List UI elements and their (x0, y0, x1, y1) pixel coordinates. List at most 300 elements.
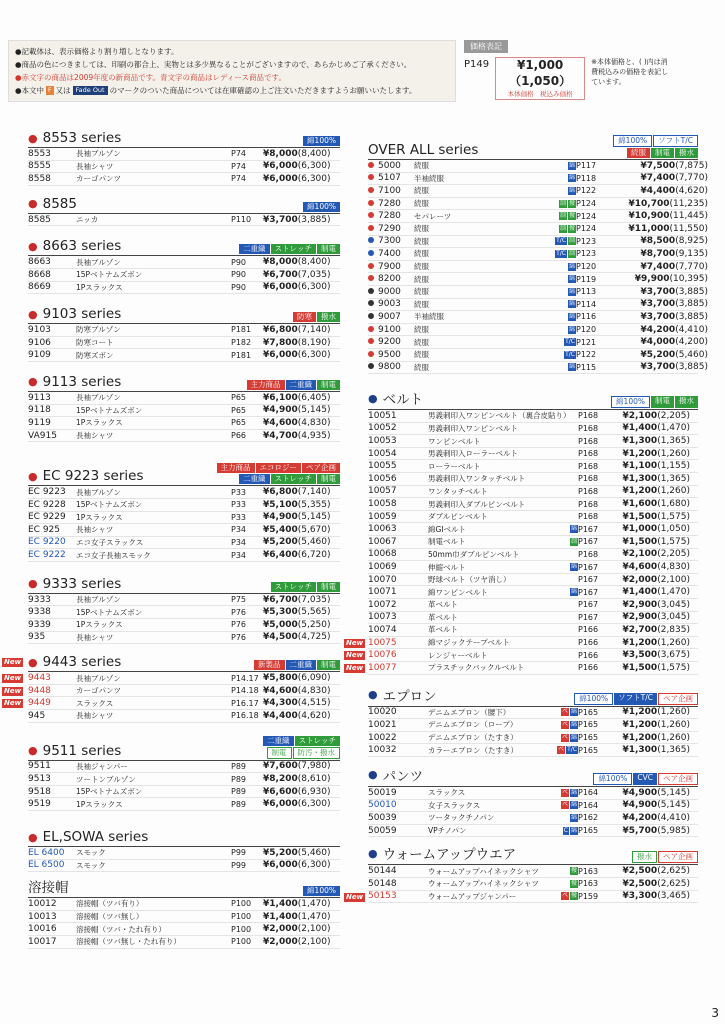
price-tax: (3,885) (675, 286, 708, 297)
product-code (368, 249, 414, 259)
price-base: ¥1,400 (622, 587, 658, 598)
price (604, 733, 690, 743)
catalog-page: P165 (578, 720, 599, 730)
product-code-text: 9519 (28, 799, 51, 810)
section-title-text: 8585 (42, 195, 77, 212)
price (263, 898, 331, 909)
catalog-page: P166 (578, 663, 599, 673)
price (602, 274, 708, 284)
table-row (28, 911, 340, 924)
product-name: スモック (76, 860, 106, 870)
material-marks (534, 162, 576, 170)
price-base: ¥8,000 (263, 148, 298, 159)
table-row (368, 198, 708, 211)
badge: 制電 (317, 474, 340, 484)
price-base: ¥2,000 (263, 924, 298, 935)
product-code (368, 866, 428, 876)
material-mark: ペ (561, 788, 568, 796)
table-row (28, 936, 340, 949)
badge-row (613, 135, 698, 147)
price (263, 786, 331, 797)
table-row (28, 632, 340, 645)
catalog-page: P124 (576, 224, 597, 234)
price-tax: (3,675) (657, 650, 690, 661)
badge: ストレッチ (271, 474, 316, 484)
catalog-page: P33 (231, 500, 247, 510)
product-code (28, 149, 76, 159)
material-marks (534, 237, 576, 245)
section-badges (613, 135, 698, 158)
badge: 続服 (627, 148, 650, 158)
section-title (28, 876, 69, 896)
section-header (28, 733, 340, 761)
material-marks (534, 263, 576, 271)
price-tax: (4,830) (297, 417, 331, 428)
section-title (368, 765, 423, 785)
price-tax: (5,355) (297, 499, 331, 510)
product-code (28, 607, 76, 617)
table-row (368, 561, 698, 574)
section-title-text: ウォームアップウエア (382, 847, 517, 864)
product-name: カーゴパンツ (76, 686, 121, 696)
product-name: 半袖続服 (414, 173, 444, 183)
catalog-page: P165 (578, 733, 599, 743)
product-code-text: EC 9223 (28, 487, 66, 498)
price (263, 911, 331, 922)
product-code-text: 10053 (368, 436, 397, 447)
material-mark: 撥 (568, 212, 575, 220)
price (263, 524, 331, 535)
material-mark: T/C (565, 338, 575, 346)
table-row (28, 499, 340, 512)
price-base: ¥3,300 (622, 891, 658, 902)
price-tax: (1,365) (657, 473, 690, 484)
price (263, 761, 331, 772)
material-marks (548, 563, 578, 571)
bullet-icon: ● (28, 469, 38, 483)
badge: 防汚・撥水 (293, 747, 341, 759)
badge-row (303, 886, 340, 896)
section-badges (574, 693, 698, 705)
product-code (368, 436, 428, 446)
product-name: VPチノパン (428, 826, 467, 836)
section-title (28, 196, 77, 212)
price-tax: (4,410) (657, 812, 690, 823)
product-code-text: 10063 (368, 524, 397, 535)
product-name: ワンタッチベルト (428, 486, 488, 496)
product-name: ローラーベルト (428, 461, 481, 471)
material-marks (548, 892, 578, 900)
price-tax: (10,395) (669, 274, 708, 285)
new-label: New (346, 892, 364, 901)
product-name: 続服 (414, 299, 429, 309)
section-0 (368, 132, 708, 374)
price-tax: (8,400) (297, 148, 331, 159)
price (604, 436, 690, 446)
section-badges (217, 463, 341, 484)
section-header (28, 372, 340, 392)
product-code-text: 10020 (368, 707, 397, 718)
product-name: 革ベルト (428, 612, 458, 622)
price-tax: (6,720) (297, 550, 331, 561)
section-header (368, 132, 698, 160)
price (263, 799, 331, 810)
price-tax: (8,190) (297, 337, 331, 348)
table-row (368, 236, 708, 249)
price-tax: (1,470) (657, 587, 690, 598)
table-row (368, 473, 698, 486)
material-marks (548, 708, 578, 716)
product-code-text: 10075 (368, 637, 397, 648)
price-tax: (5,145) (297, 405, 331, 416)
color-dot (368, 200, 374, 206)
catalog-page: P16.18 (231, 711, 259, 721)
product-name: 15Pベトナムズボン (76, 787, 143, 797)
price-tax: (8,610) (297, 774, 331, 785)
product-name: 続服 (414, 362, 429, 372)
material-mark: C (563, 826, 568, 834)
table-row (28, 798, 340, 811)
price (263, 173, 331, 184)
product-code (368, 423, 428, 433)
price-tax: (3,045) (657, 612, 690, 623)
product-name: 長袖ブルゾン (76, 393, 121, 403)
product-name: 綿マジックテープベルト (428, 638, 510, 648)
price-base: ¥2,500 (622, 878, 658, 889)
badge: 制電 (317, 660, 340, 670)
table-row (368, 812, 698, 825)
price (604, 549, 690, 559)
product-code-text: 9100 (378, 324, 401, 335)
price-base: ¥6,600 (263, 786, 298, 797)
price (604, 612, 690, 622)
new-label: New (346, 638, 364, 647)
material-mark: 撥 (570, 867, 577, 875)
table-row (28, 337, 340, 350)
price (604, 650, 690, 660)
table-row (28, 256, 340, 269)
table-row (368, 825, 698, 838)
price-base: ¥2,500 (622, 866, 658, 877)
product-code-text: 10070 (368, 574, 397, 585)
price-base: ¥5,000 (263, 619, 298, 630)
material-mark: 制 (570, 537, 577, 545)
product-name: 男義刺印入ダブルピンベルト (428, 499, 526, 509)
catalog-page: P34 (231, 537, 247, 547)
product-code (368, 524, 428, 534)
catalog-page: P168 (578, 411, 599, 421)
price-base: ¥2,000 (622, 574, 658, 585)
product-name: 続服 (414, 325, 429, 335)
price-tax: (8,400) (297, 257, 331, 268)
catalog-page: P66 (231, 431, 247, 441)
product-code-text: EC 9229 (28, 512, 66, 523)
table-row (346, 649, 698, 662)
price-tax: (1,260) (657, 732, 690, 743)
price (263, 685, 331, 696)
material-marks (548, 538, 578, 546)
badge: 新製品 (254, 660, 285, 670)
price-base: ¥5,100 (263, 499, 298, 510)
price (604, 625, 690, 635)
price-tax: (5,145) (297, 512, 331, 523)
catalog-page: P74 (231, 149, 247, 159)
section-1 (346, 390, 698, 674)
price-base: ¥1,400 (263, 911, 298, 922)
material-marks (548, 867, 578, 875)
price-base: ¥1,400 (263, 898, 298, 909)
price (263, 607, 331, 618)
color-dot (368, 313, 374, 319)
product-name: 半袖続服 (414, 312, 444, 322)
price-tax: (1,260) (657, 448, 690, 459)
product-code-text: 50148 (368, 878, 397, 889)
product-name: 防寒ブルゾン (76, 325, 121, 335)
price (263, 269, 331, 280)
price-tax: (2,100) (297, 924, 331, 935)
table-row (368, 336, 708, 349)
product-code (28, 338, 76, 348)
material-marks (534, 275, 576, 283)
product-name: 長袖シャツ (76, 431, 114, 441)
product-code (368, 625, 428, 635)
section-badges (293, 312, 340, 322)
product-name: 制電ベルト (428, 537, 466, 547)
table-row (368, 185, 708, 198)
section-title (28, 130, 121, 146)
product-code (28, 512, 76, 522)
price-tax: (2,100) (657, 574, 690, 585)
price-base: ¥1,500 (622, 662, 658, 673)
table-row (28, 847, 340, 860)
color-dot (368, 288, 374, 294)
section-5 (28, 458, 340, 562)
catalog-page: P165 (578, 826, 599, 836)
product-code-text: 10051 (368, 410, 397, 421)
table-row (368, 511, 698, 524)
price-base: ¥6,100 (263, 392, 298, 403)
material-mark: 制 (559, 212, 566, 220)
table-row (28, 486, 340, 499)
price (604, 707, 690, 717)
material-mark: 綿 (570, 813, 577, 821)
price (604, 486, 690, 496)
price-tax: (5,145) (657, 800, 690, 811)
bullet-icon: ● (368, 688, 378, 702)
product-code (368, 733, 428, 743)
product-name: 長袖シャツ (76, 161, 114, 171)
badge: 綿100% (593, 773, 632, 785)
catalog-page: P181 (231, 350, 252, 360)
price-base: ¥6,700 (263, 269, 298, 280)
catalog-page: P89 (231, 761, 247, 771)
material-marks (534, 313, 576, 321)
fade-out-mark: Fade Out (73, 86, 108, 95)
product-code (368, 638, 428, 648)
bullet-icon: ● (368, 768, 378, 782)
product-code (28, 848, 76, 858)
table-row (28, 524, 340, 537)
product-code (368, 813, 428, 823)
catalog-page: P75 (231, 595, 247, 605)
price-tax: (3,465) (657, 891, 690, 902)
product-name: カーゴパンツ (76, 174, 121, 184)
product-code (368, 350, 414, 360)
catalog-page: P167 (578, 575, 599, 585)
price-base: ¥6,800 (263, 324, 298, 335)
price-tax: (6,300) (297, 350, 331, 361)
table-row (28, 214, 340, 227)
price (602, 161, 708, 171)
product-code-text: 10076 (368, 650, 397, 661)
price (604, 788, 690, 798)
price-tax: (6,300) (297, 860, 331, 871)
table-row (28, 594, 340, 607)
product-code-text: 10052 (368, 423, 397, 434)
badge-row (247, 380, 341, 390)
color-dot (368, 237, 374, 243)
price (602, 350, 708, 360)
price-base: ¥8,700 (640, 248, 676, 259)
badge: 二重織 (263, 736, 294, 746)
material-mark: 綿 (570, 563, 577, 571)
bullet-icon: ● (28, 197, 38, 211)
catalog-page: P90 (231, 257, 247, 267)
section-title (368, 142, 478, 158)
product-code-text: 8200 (378, 274, 401, 285)
price (263, 847, 331, 858)
catalog-page: P116 (576, 312, 597, 322)
page-number: 3 (711, 1006, 719, 1020)
material-mark: 綿 (570, 788, 577, 796)
product-code-text: 9106 (28, 337, 51, 348)
price-base: ¥4,500 (263, 632, 298, 643)
catalog-page: P89 (231, 787, 247, 797)
section-title (28, 374, 121, 390)
color-dot (368, 250, 374, 256)
catalog-page: P74 (231, 161, 247, 171)
material-marks (534, 288, 576, 296)
product-code-text: 9443 (28, 673, 51, 684)
price-base: ¥6,000 (263, 161, 298, 172)
product-code (368, 745, 428, 755)
product-code-text: 7290 (378, 223, 401, 234)
section-title-text: パンツ (382, 768, 424, 785)
price-tax: (6,930) (297, 786, 331, 797)
price-legend-value-box (495, 57, 585, 100)
price (604, 524, 690, 534)
product-code-text: 9000 (378, 286, 401, 297)
material-marks (534, 300, 576, 308)
price-tax: (1,680) (657, 499, 690, 510)
product-code-text: 5107 (378, 173, 401, 184)
color-dot (368, 225, 374, 231)
section-badges (611, 396, 698, 408)
product-code-text: 8558 (28, 173, 51, 184)
badge: ペア企画 (302, 463, 340, 473)
price-base: ¥5,700 (622, 825, 658, 836)
catalog-page: P100 (231, 937, 252, 947)
price (263, 499, 331, 510)
badge-row (254, 660, 340, 670)
note-line: ●記載体は、表示価格より割り増しとなります。 (15, 47, 179, 56)
product-code (368, 612, 428, 622)
catalog-page: P34 (231, 525, 247, 535)
section-title-text: 9113 series (42, 373, 122, 390)
catalog-page: P76 (231, 620, 247, 630)
price-tax: (6,090) (297, 673, 331, 684)
badge: 制電 (267, 747, 292, 759)
price-tax: (11,445) (669, 211, 708, 222)
product-code-text: 8553 (28, 148, 51, 159)
badge: 綿100% (303, 886, 340, 896)
price (263, 594, 331, 605)
product-name: 続服 (414, 186, 429, 196)
catalog-page: P100 (231, 912, 252, 922)
color-dot (368, 263, 374, 269)
price (263, 257, 331, 268)
price-tax: (7,770) (675, 261, 708, 272)
section-title (28, 576, 121, 592)
product-code-text: EC 925 (28, 524, 61, 535)
catalog-page: P164 (578, 788, 599, 798)
price-tax: (1,260) (657, 719, 690, 730)
table-row (28, 405, 340, 418)
new-label: New (4, 658, 22, 667)
product-code (28, 487, 76, 497)
material-marks (534, 225, 576, 233)
price-tax: (6,405) (297, 392, 331, 403)
table-row (368, 423, 698, 436)
price-tax: (7,875) (675, 160, 708, 171)
badge-row (271, 582, 340, 592)
badge: 綿100% (574, 693, 613, 705)
product-name: 革ベルト (428, 600, 458, 610)
catalog-page: P76 (231, 607, 247, 617)
section-title (28, 743, 121, 759)
product-name: 続服 (414, 337, 429, 347)
badge: 防寒 (293, 312, 316, 322)
product-code (28, 282, 76, 292)
price (604, 663, 690, 673)
section-8 (28, 733, 340, 811)
catalog-page: P118 (576, 173, 597, 183)
badge-row (267, 747, 341, 759)
product-code-text: 9200 (378, 337, 401, 348)
price-base: ¥1,200 (622, 707, 658, 718)
section-4 (28, 372, 340, 442)
price (263, 417, 331, 428)
price (602, 325, 708, 335)
product-code-text: 9333 (28, 594, 51, 605)
section-badges (303, 136, 340, 146)
price-tax: (4,935) (297, 430, 331, 441)
price-base: ¥5,200 (263, 847, 298, 858)
section-title (28, 654, 121, 670)
product-name: ニッカ (76, 215, 99, 225)
price-tax: (2,100) (297, 936, 331, 947)
price (602, 236, 708, 246)
price (263, 337, 331, 348)
bullet-icon: ● (28, 131, 38, 145)
product-code-text: 935 (28, 632, 46, 643)
product-code (28, 924, 76, 934)
price (263, 350, 331, 361)
product-code (28, 673, 76, 683)
price (263, 710, 331, 721)
section-title (28, 238, 121, 254)
price-tax: (7,035) (297, 269, 331, 280)
